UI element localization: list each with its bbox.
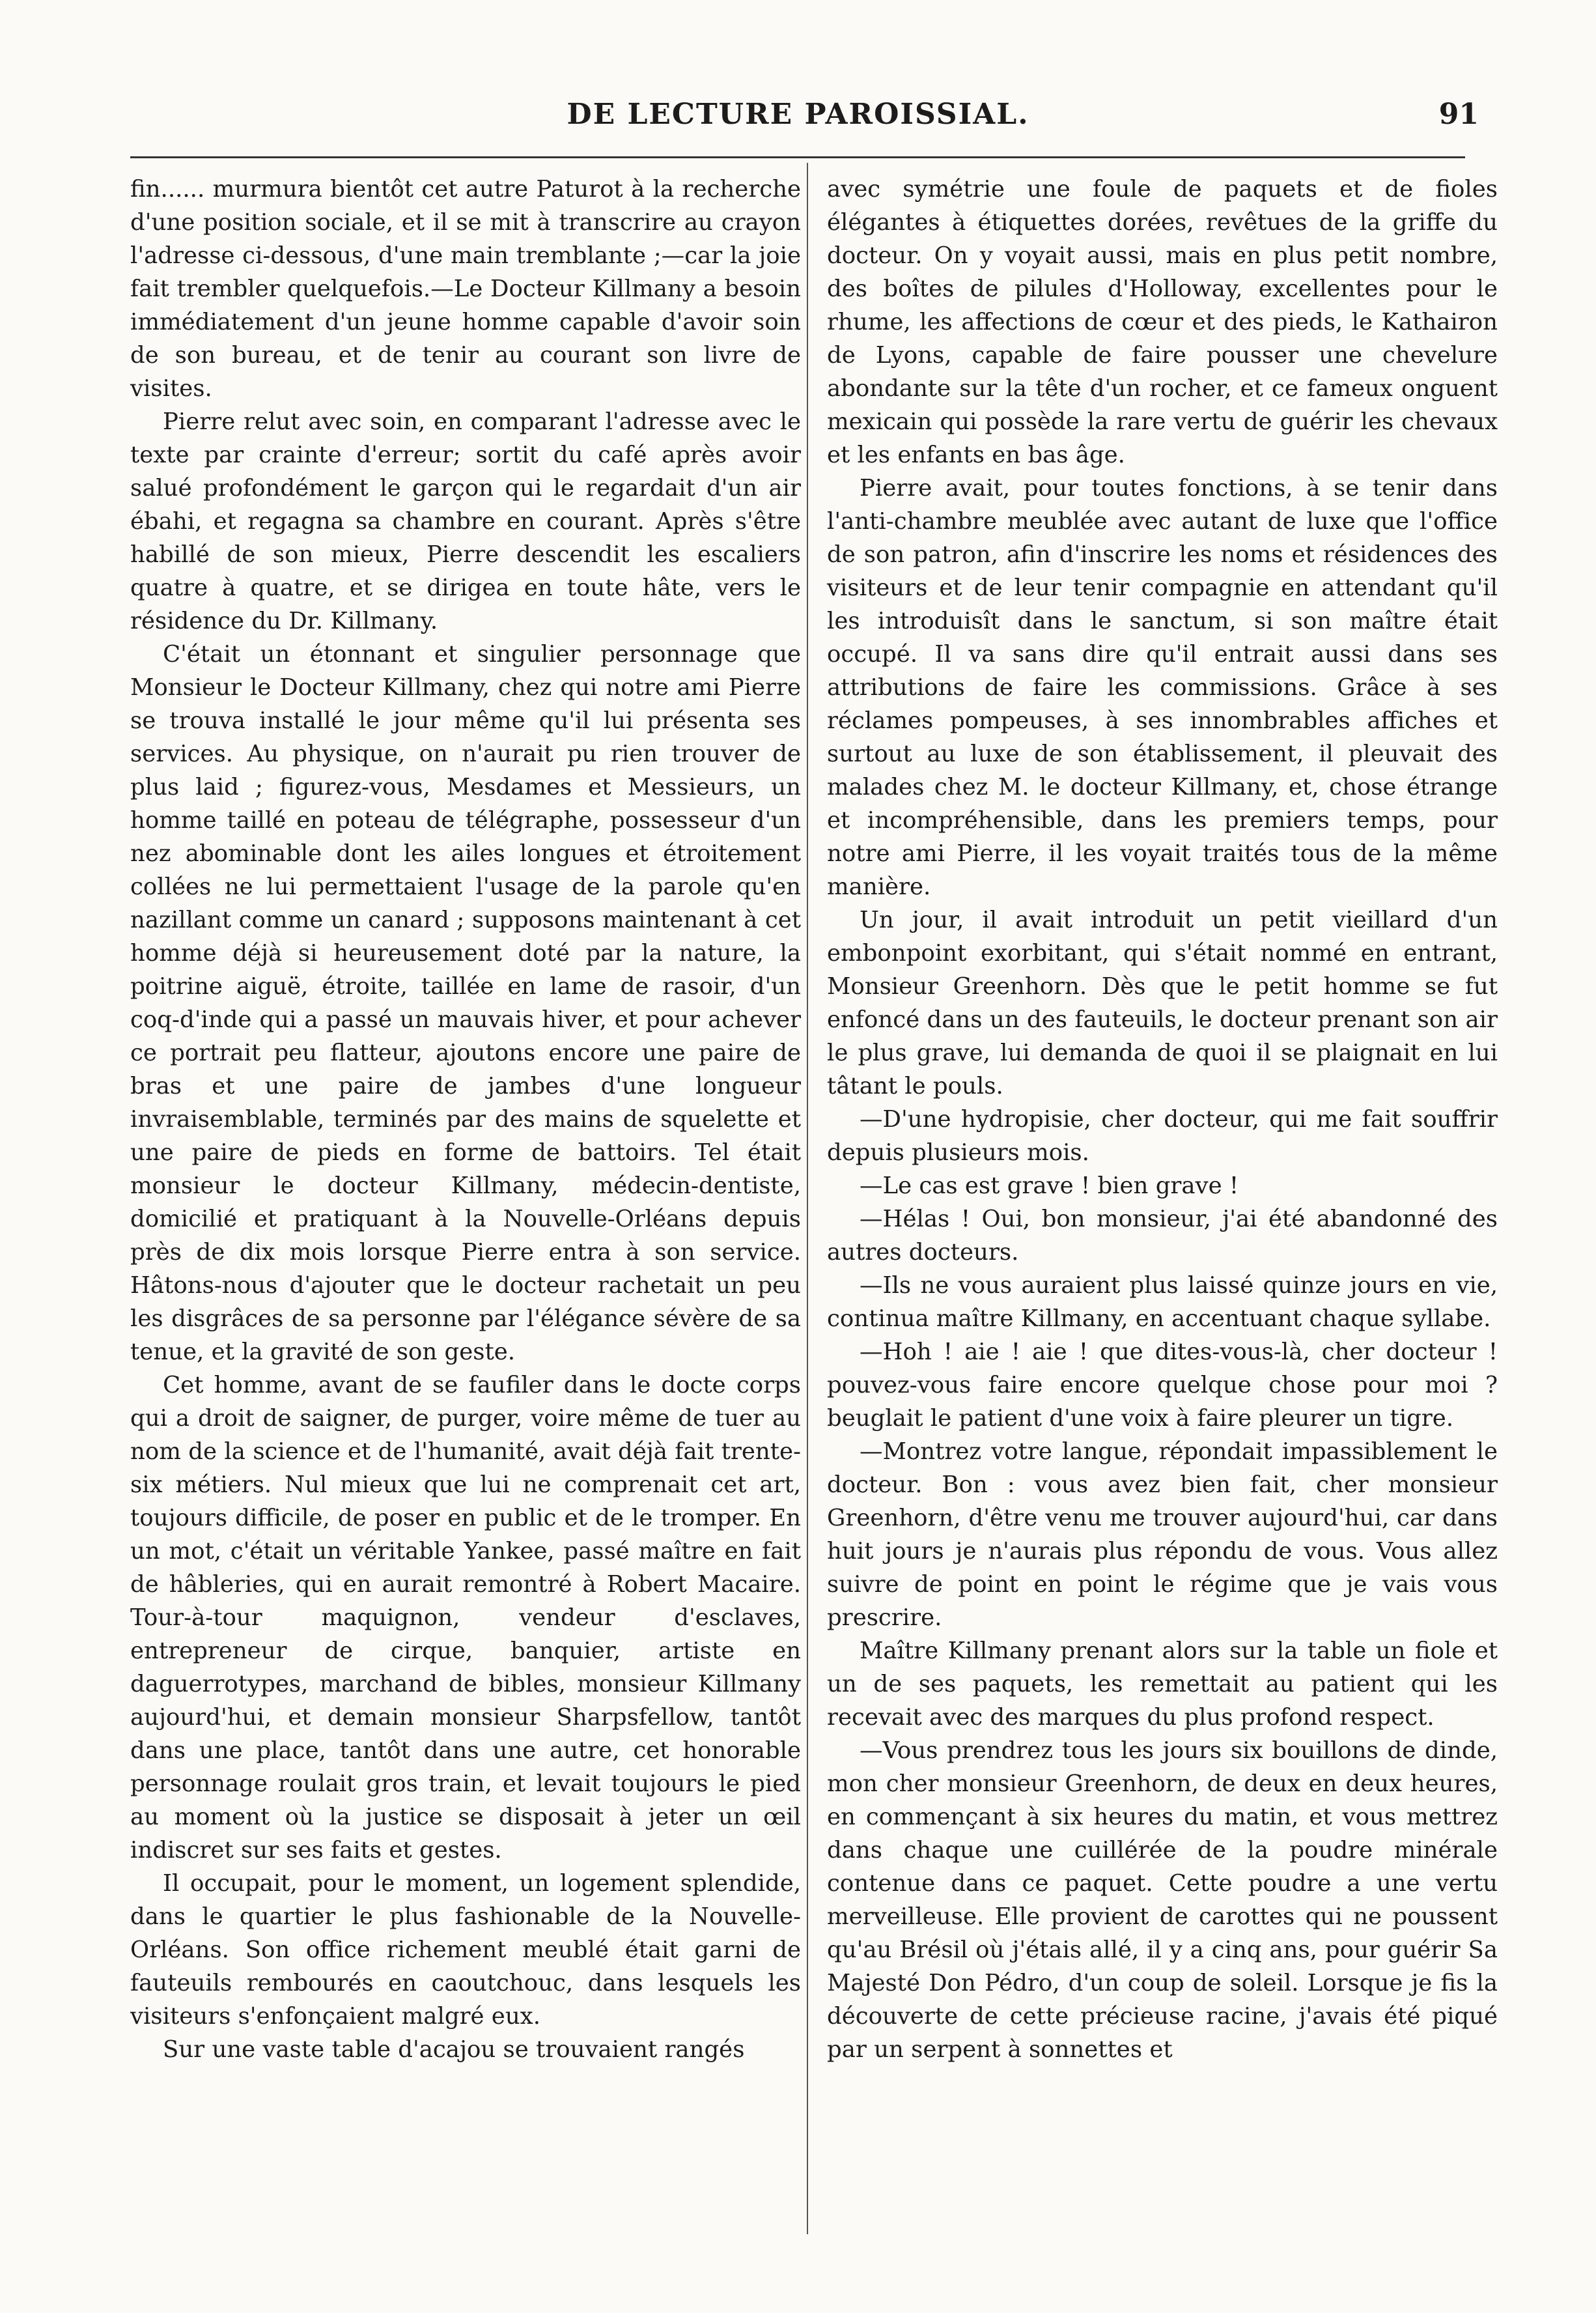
column-divider <box>807 163 808 2234</box>
paragraph: Sur une vaste table d'acajou se trouvaient rangés <box>163 2036 745 2063</box>
paragraph: —D'une hydropisie, cher docteur, qui me fait souffrir depuis plusieurs mois. <box>827 1106 1498 1166</box>
paragraph: Pierre relut avec soin, en comparant l'adresse avec le texte par crainte d'erreur; sortit du café après avoir salué profondément le garçon qui le regardait d'un air ébahi, et regagna sa chambre en courant. Après s'être habillé de son mieux, Pierre descendit les escaliers quatre à quatre, et se dirigea en toute hâte, vers le résidence du Dr. Killmany. <box>130 408 801 634</box>
paragraph: Un jour, il avait introduit un petit vieillard d'un embonpoint exorbitant, qui s'était nommé en entrant, Monsieur Greenhorn. Dès que le petit homme se fut enfoncé dans un des fauteuils, le docteur prenant son air le plus grave, lui demanda de quoi il se plaignait en lui tâtant le pouls. <box>827 907 1498 1100</box>
paragraph: C'était un étonnant et singulier personnage que Monsieur le Docteur Killmany, chez qui notre ami Pierre se trouva installé le jour même qu'il lui présenta ses services. Au physique, on n'aurait pu rien trouver de plus laid ; figurez-vous, Mesdames et Messieurs, un homme taillé en poteau de télégraphe, possesseur d'un nez abominable dont les ailes longues et étroitement collées ne lui permettaient l'usage de la parole qu'en nazillant comme un canard ; supposons maintenant à cet homme déjà si heureusement doté par la nature, la poitrine aiguë, étroite, taillée en lame de rasoir, d'un coq-d'inde qui a passé un mauvais hiver, et pour achever ce portrait peu flatteur, ajoutons encore une paire de bras et une paire de jambes d'une longueur invraisemblable, terminés par des mains de squelette et une paire de pieds en forme de battoirs. Tel était monsieur le docteur Killmany, médecin-dentiste, domicilié et pratiquant à la Nouvelle-Orléans depuis près de dix mois lorsque Pierre entra à son service. Hâtons-nous d'ajouter que le docteur rachetait un peu les disgrâces de sa personne par l'élégance sévère de sa tenue, et la gravité de son geste. <box>130 641 801 1365</box>
paragraph: fin...... murmura bientôt cet autre Paturot à la recherche d'une position sociale, et il se mit à transcrire au crayon l'adresse ci-dessous, d'une main tremblante ;—car la joie fait trembler quelquefois.—Le Docteur Killmany a besoin immédiatement d'un jeune homme capable d'avoir soin de son bureau, et de tenir au courant son livre de visites. <box>130 176 801 402</box>
paragraph: —Le cas est grave ! bien grave ! <box>860 1172 1239 1199</box>
paragraph: Maître Killmany prenant alors sur la table un fiole et un de ses paquets, les remettait au patient qui les recevait avec des marques du plus profond respect. <box>827 1638 1498 1731</box>
paragraph: —Hélas ! Oui, bon monsieur, j'ai été abandonné des autres docteurs. <box>827 1206 1498 1266</box>
paragraph: —Montrez votre langue, répondait impassiblement le docteur. Bon : vous avez bien fait, cher monsieur Greenhorn, d'être venu me trouver aujourd'hui, car dans huit jours je n'aurais plus répondu de vous. Vous allez suivre de point en point le régime que je vais vous prescrire. <box>827 1438 1498 1631</box>
paragraph: —Hoh ! aie ! aie ! que dites-vous-là, cher docteur ! pouvez-vous faire encore quelque chose pour moi ? beuglait le patient d'une voix à faire pleurer un tigre. <box>827 1339 1498 1432</box>
paragraph: Il occupait, pour le moment, un logement splendide, dans le quartier le plus fashionable de la Nouvelle-Orléans. Son office richement meublé était garni de fauteuils rembourés en caoutchouc, dans lesquels les visiteurs s'enfonçaient malgré eux. <box>130 1870 801 2030</box>
paragraph: —Vous prendrez tous les jours six bouillons de dinde, mon cher monsieur Greenhorn, de deux en deux heures, en commençant à six heures du matin, et vous mettrez dans chaque une cuillérée de la poudre minérale contenue dans ce paquet. Cette poudre a une vertu merveilleuse. Elle provient de carottes qui ne poussent qu'au Brésil où j'étais allé, il y a cinq ans, pour guérir Sa Majesté Don Pédro, d'un coup de soleil. Lorsque je fis la découverte de cette précieuse racine, j'avais été piqué par un serpent à sonnettes et <box>827 1737 1498 2063</box>
running-title: DE LECTURE PAROISSIAL. <box>567 98 1029 131</box>
paragraph: —Ils ne vous auraient plus laissé quinze jours en vie, continua maître Killmany, en accentuant chaque syllabe. <box>827 1272 1498 1332</box>
page-number: 91 <box>1438 98 1479 131</box>
paragraph: avec symétrie une foule de paquets et de fioles élégantes à étiquettes dorées, revêtues de la griffe du docteur. On y voyait aussi, mais en plus petit nombre, des boîtes de pilules d'Holloway, excellentes pour le rhume, les affections de cœur et des pieds, le Kathairon de Lyons, capable de faire pousser une chevelure abondante sur la tête d'un rocher, et ce fameux onguent mexicain qui possède la rare vertu de guérir les chevaux et les enfants en bas âge. <box>827 176 1498 468</box>
paragraph: Cet homme, avant de se faufiler dans le docte corps qui a droit de saigner, de purger, voire même de tuer au nom de la science et de l'humanité, avait déjà fait trente-six métiers. Nul mieux que lui ne comprenait cet art, toujours difficile, de poser en public et de le tromper. En un mot, c'était un véritable Yankee, passé maître en fait de hâbleries, qui en aurait remontré à Robert Macaire. Tour-à-tour maquignon, vendeur d'esclaves, entrepreneur de cirque, banquier, artiste en daguerrotypes, marchand de bibles, monsieur Killmany aujourd'hui, et demain monsieur Sharpsfellow, tantôt dans une place, tantôt dans une autre, cet honorable personnage roulait gros train, et levait toujours le pied au moment où la justice se disposait à jeter un œil indiscret sur ses faits et gestes. <box>130 1372 801 1864</box>
header-rule <box>130 156 1465 158</box>
left-column <box>130 173 801 2066</box>
paragraph: Pierre avait, pour toutes fonctions, à se tenir dans l'anti-chambre meublée avec autant de luxe que l'office de son patron, afin d'inscrire les noms et résidences des visiteurs et de leur tenir compagnie en attendant qu'il les introduisît dans le sanctum, si son maître était occupé. Il va sans dire qu'il entrait aussi dans ses attributions de faire les commissions. Grâce à ses réclames pompeuses, à ses innombrables affiches et surtout au luxe de son établissement, il pleuvait des malades chez M. le docteur Killmany, et, chose étrange et incompréhensible, dans les premiers temps, pour notre ami Pierre, il les voyait traités tous de la même manière. <box>827 475 1498 900</box>
right-column <box>827 173 1498 2066</box>
